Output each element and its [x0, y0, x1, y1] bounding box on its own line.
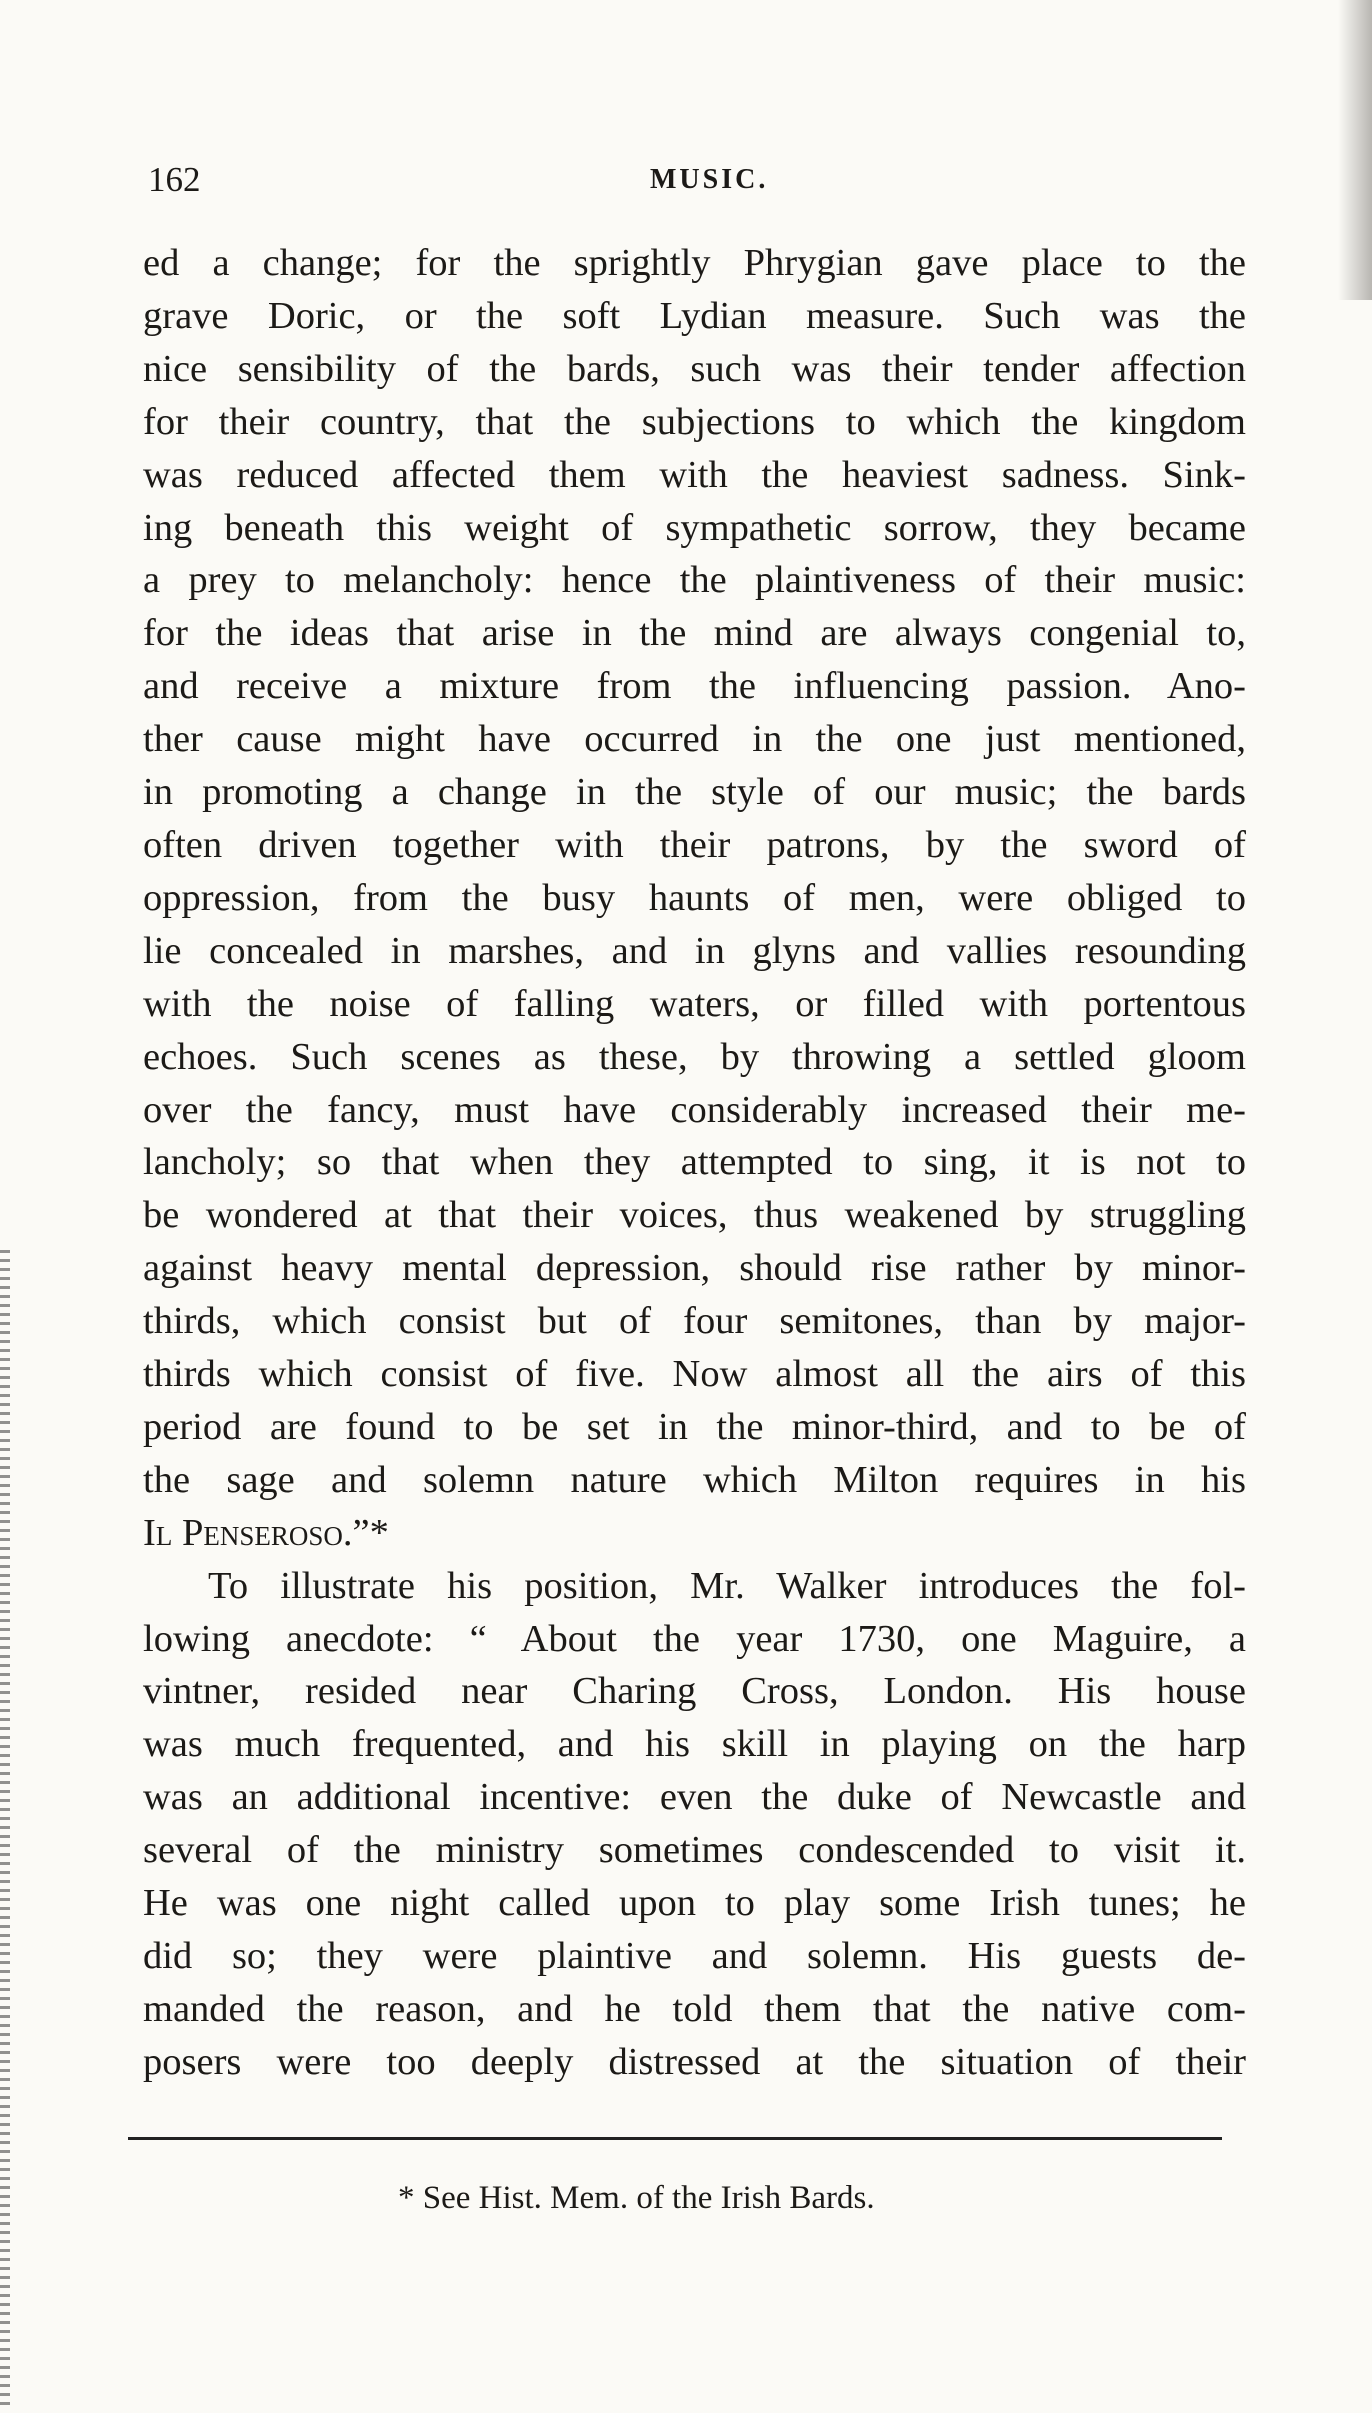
text-line: ed a change; for the sprightly Phrygian gave place to the	[143, 242, 1246, 284]
paragraph-opening-line: To illustrate his position, Mr. Walker introduces the fol-	[208, 1564, 1246, 1607]
text-line: thirds, which consist but of four semitones, than by major-	[143, 1300, 1246, 1343]
page-number: 162	[148, 160, 201, 199]
text-line: a prey to melancholy: hence the plaintiveness of their music:	[143, 559, 1246, 602]
text-line: be wondered at that their voices, thus weakened by struggling	[143, 1194, 1246, 1237]
text-line: was reduced affected them with the heaviest sadness. Sink-	[143, 453, 1246, 496]
text-line: period are found to be set in the minor-third, and to be of	[143, 1405, 1246, 1448]
footnote: * See Hist. Mem. of the Irish Bards.	[398, 2180, 875, 2216]
text-line: He was one night called upon to play some Irish tunes; he	[143, 1882, 1246, 1925]
text-line: several of the ministry sometimes condescended to visit it.	[143, 1829, 1246, 1872]
text-line: for their country, that the subjections to which the kingdom	[143, 400, 1246, 443]
text-line-closing-quote: Il Penseroso.”*	[143, 1511, 389, 1554]
footnote-divider	[128, 2137, 1222, 2140]
text-line: the sage and solemn nature which Milton requires in his	[143, 1458, 1246, 1501]
text-line: against heavy mental depression, should rise rather by minor-	[143, 1247, 1246, 1290]
running-head: MUSIC.	[650, 164, 769, 195]
text-line: with the noise of falling waters, or filled with portentous	[143, 982, 1246, 1025]
text-line: ther cause might have occurred in the one just mentioned,	[143, 718, 1246, 761]
text-line: was much frequented, and his skill in playing on the harp	[143, 1723, 1246, 1766]
text-line: ing beneath this weight of sympathetic sorrow, they became	[143, 506, 1246, 549]
text-line: and receive a mixture from the influencing passion. Ano-	[143, 665, 1246, 708]
binding-edge	[0, 1250, 10, 2410]
text-line: over the fancy, must have considerably increased their me-	[143, 1088, 1246, 1131]
text-line: oppression, from the busy haunts of men, were obliged to	[143, 876, 1246, 919]
page-edge-shadow	[1338, 0, 1372, 300]
body-text	[143, 237, 1246, 2089]
text-line: vintner, resided near Charing Cross, London. His house	[143, 1670, 1246, 1713]
text-line: lie concealed in marshes, and in glyns and vallies resounding	[143, 929, 1246, 972]
text-line: for the ideas that arise in the mind are always congenial to,	[143, 612, 1246, 655]
text-line: lancholy; so that when they attempted to sing, it is not to	[143, 1141, 1246, 1184]
text-line: posers were too deeply distressed at the situation of their	[143, 2040, 1246, 2083]
text-line: was an additional incentive: even the duke of Newcastle and	[143, 1776, 1246, 1819]
text-line: nice sensibility of the bards, such was their tender affection	[143, 347, 1246, 390]
text-line: manded the reason, and he told them that the native com-	[143, 1987, 1246, 2030]
text-line: echoes. Such scenes as these, by throwing a settled gloom	[143, 1035, 1246, 1078]
text-line: thirds which consist of five. Now almost all the airs of this	[143, 1353, 1246, 1396]
text-line: lowing anecdote: “ About the year 1730, one Maguire, a	[143, 1617, 1246, 1660]
text-line: often driven together with their patrons, by the sword of	[143, 823, 1246, 866]
text-line: did so; they were plaintive and solemn. His guests de-	[143, 1935, 1246, 1977]
text-line: in promoting a change in the style of our music; the bards	[143, 771, 1246, 814]
page-header	[148, 160, 1248, 206]
text-line: grave Doric, or the soft Lydian measure. Such was the	[143, 294, 1246, 337]
